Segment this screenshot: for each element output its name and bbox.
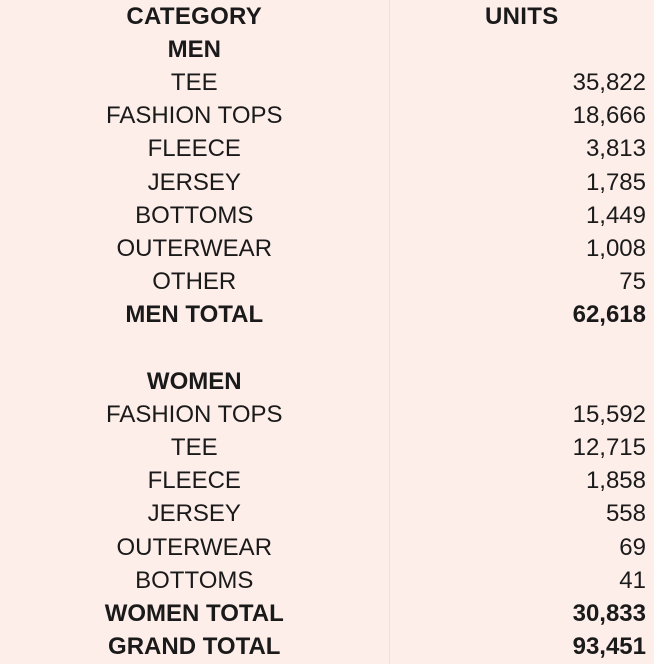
section-total-row bbox=[0, 597, 654, 630]
row-label-men-tee: TEE bbox=[0, 66, 389, 99]
table-header-row bbox=[0, 0, 654, 33]
table-row bbox=[0, 199, 654, 232]
row-label-women-fashion-tops: FASHION TOPS bbox=[0, 398, 389, 431]
spacer-cell-category bbox=[0, 332, 389, 365]
table-row bbox=[0, 564, 654, 597]
row-units-women-fashion-tops: 15,592 bbox=[389, 398, 654, 431]
row-units-women-fleece: 1,858 bbox=[389, 465, 654, 498]
row-units-men-fashion-tops: 18,666 bbox=[389, 100, 654, 133]
row-label-men-jersey: JERSEY bbox=[0, 166, 389, 199]
row-units-men-outerwear: 1,008 bbox=[389, 232, 654, 265]
table-row bbox=[0, 465, 654, 498]
row-label-women-tee: TEE bbox=[0, 431, 389, 464]
table-row bbox=[0, 232, 654, 265]
row-units-women-tee: 12,715 bbox=[389, 431, 654, 464]
row-label-women-fleece: FLEECE bbox=[0, 465, 389, 498]
row-units-men-jersey: 1,785 bbox=[389, 166, 654, 199]
row-label-men-fashion-tops: FASHION TOPS bbox=[0, 100, 389, 133]
total-label-men: MEN TOTAL bbox=[0, 299, 389, 332]
row-label-men-bottoms: BOTTOMS bbox=[0, 199, 389, 232]
row-label-women-jersey: JERSEY bbox=[0, 498, 389, 531]
table-row bbox=[0, 166, 654, 199]
row-label-women-bottoms: BOTTOMS bbox=[0, 564, 389, 597]
grand-total-label: GRAND TOTAL bbox=[0, 631, 389, 664]
row-label-women-outerwear: OUTERWEAR bbox=[0, 531, 389, 564]
row-units-men-other: 75 bbox=[389, 266, 654, 299]
table-row bbox=[0, 66, 654, 99]
row-units-women-jersey: 558 bbox=[389, 498, 654, 531]
table-row bbox=[0, 133, 654, 166]
section-title-women: WOMEN bbox=[0, 365, 389, 398]
table-row bbox=[0, 398, 654, 431]
total-units-women: 30,833 bbox=[389, 597, 654, 630]
column-header-category: CATEGORY bbox=[0, 0, 389, 33]
total-units-men: 62,618 bbox=[389, 299, 654, 332]
section-total-row bbox=[0, 299, 654, 332]
total-label-women: WOMEN TOTAL bbox=[0, 597, 389, 630]
table-row bbox=[0, 498, 654, 531]
row-units-women-bottoms: 41 bbox=[389, 564, 654, 597]
row-label-men-outerwear: OUTERWEAR bbox=[0, 232, 389, 265]
row-units-men-bottoms: 1,449 bbox=[389, 199, 654, 232]
spacer-row bbox=[0, 332, 654, 365]
row-units-men-tee: 35,822 bbox=[389, 66, 654, 99]
section-header-row bbox=[0, 33, 654, 66]
section-header-row bbox=[0, 365, 654, 398]
row-units-women-outerwear: 69 bbox=[389, 531, 654, 564]
section-title-men-units bbox=[389, 33, 654, 66]
section-title-men: MEN bbox=[0, 33, 389, 66]
row-label-men-other: OTHER bbox=[0, 266, 389, 299]
table-row bbox=[0, 531, 654, 564]
column-header-units: UNITS bbox=[389, 0, 654, 33]
row-units-men-fleece: 3,813 bbox=[389, 133, 654, 166]
table-row bbox=[0, 431, 654, 464]
table-row bbox=[0, 100, 654, 133]
section-title-women-units bbox=[389, 365, 654, 398]
row-label-men-fleece: FLEECE bbox=[0, 133, 389, 166]
spacer-cell-units bbox=[389, 332, 654, 365]
grand-total-units: 93,451 bbox=[389, 631, 654, 664]
table-row bbox=[0, 266, 654, 299]
grand-total-row bbox=[0, 631, 654, 664]
